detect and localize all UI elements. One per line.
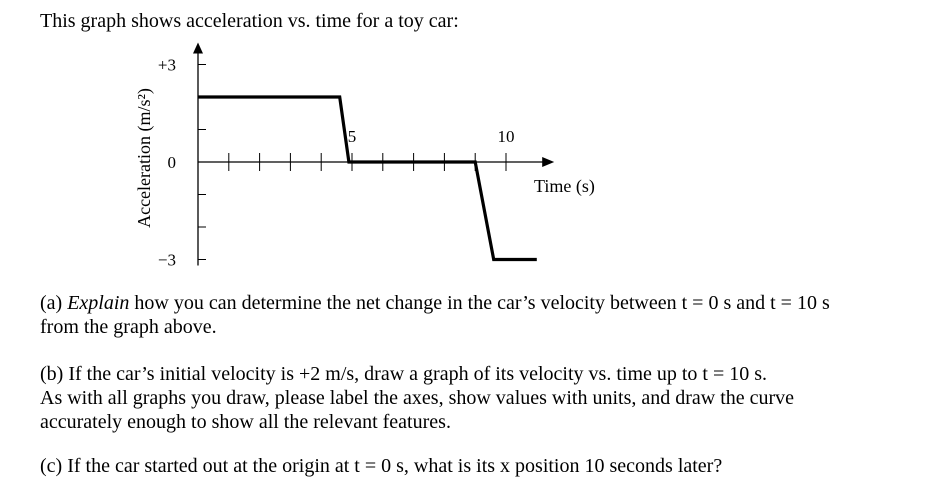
y-axis-arrow (193, 43, 203, 54)
x-axis-arrow (542, 157, 554, 167)
question-c (40, 454, 920, 478)
question-a-emph: Explain (67, 292, 130, 314)
question-a-line2: from the graph above. (40, 316, 217, 338)
chart-series (198, 97, 537, 260)
x-axis-label: Time (s) (534, 176, 595, 196)
question-a-prefix: (a) (40, 292, 68, 314)
y-tick-label-2: 0 (167, 153, 176, 172)
y-axis-label: Acceleration (m/s²) (134, 88, 154, 228)
question-c-line1: (c) If the car started out at the origin at t = 0 s, what is its x position 10 seconds later? (40, 455, 723, 477)
question-a (40, 291, 920, 339)
chart-axes (193, 43, 554, 266)
question-b (40, 362, 920, 434)
y-tick-label-3: −3 (157, 250, 176, 270)
x-tick-label-1: 5 (347, 127, 357, 146)
question-b-line3: accurately enough to show all the relevant features. (40, 411, 451, 433)
y-tick-label-1: +3 (157, 55, 176, 75)
question-a-line1: how you can determine the net change in the car’s velocity between t = 0 s and t = 10 s (129, 292, 830, 314)
intro-text: This graph shows acceleration vs. time for a toy car: (40, 10, 459, 32)
x-tick-label-2: 10 (497, 127, 515, 146)
question-b-line2: As with all graphs you draw, please label the axes, show values with units, and draw the curve (40, 387, 795, 409)
acceleration-series-line (198, 97, 537, 260)
question-b-line1: (b) If the car’s initial velocity is +2 m/s, draw a graph of its velocity vs. time up to t = 10 s. (40, 363, 768, 385)
